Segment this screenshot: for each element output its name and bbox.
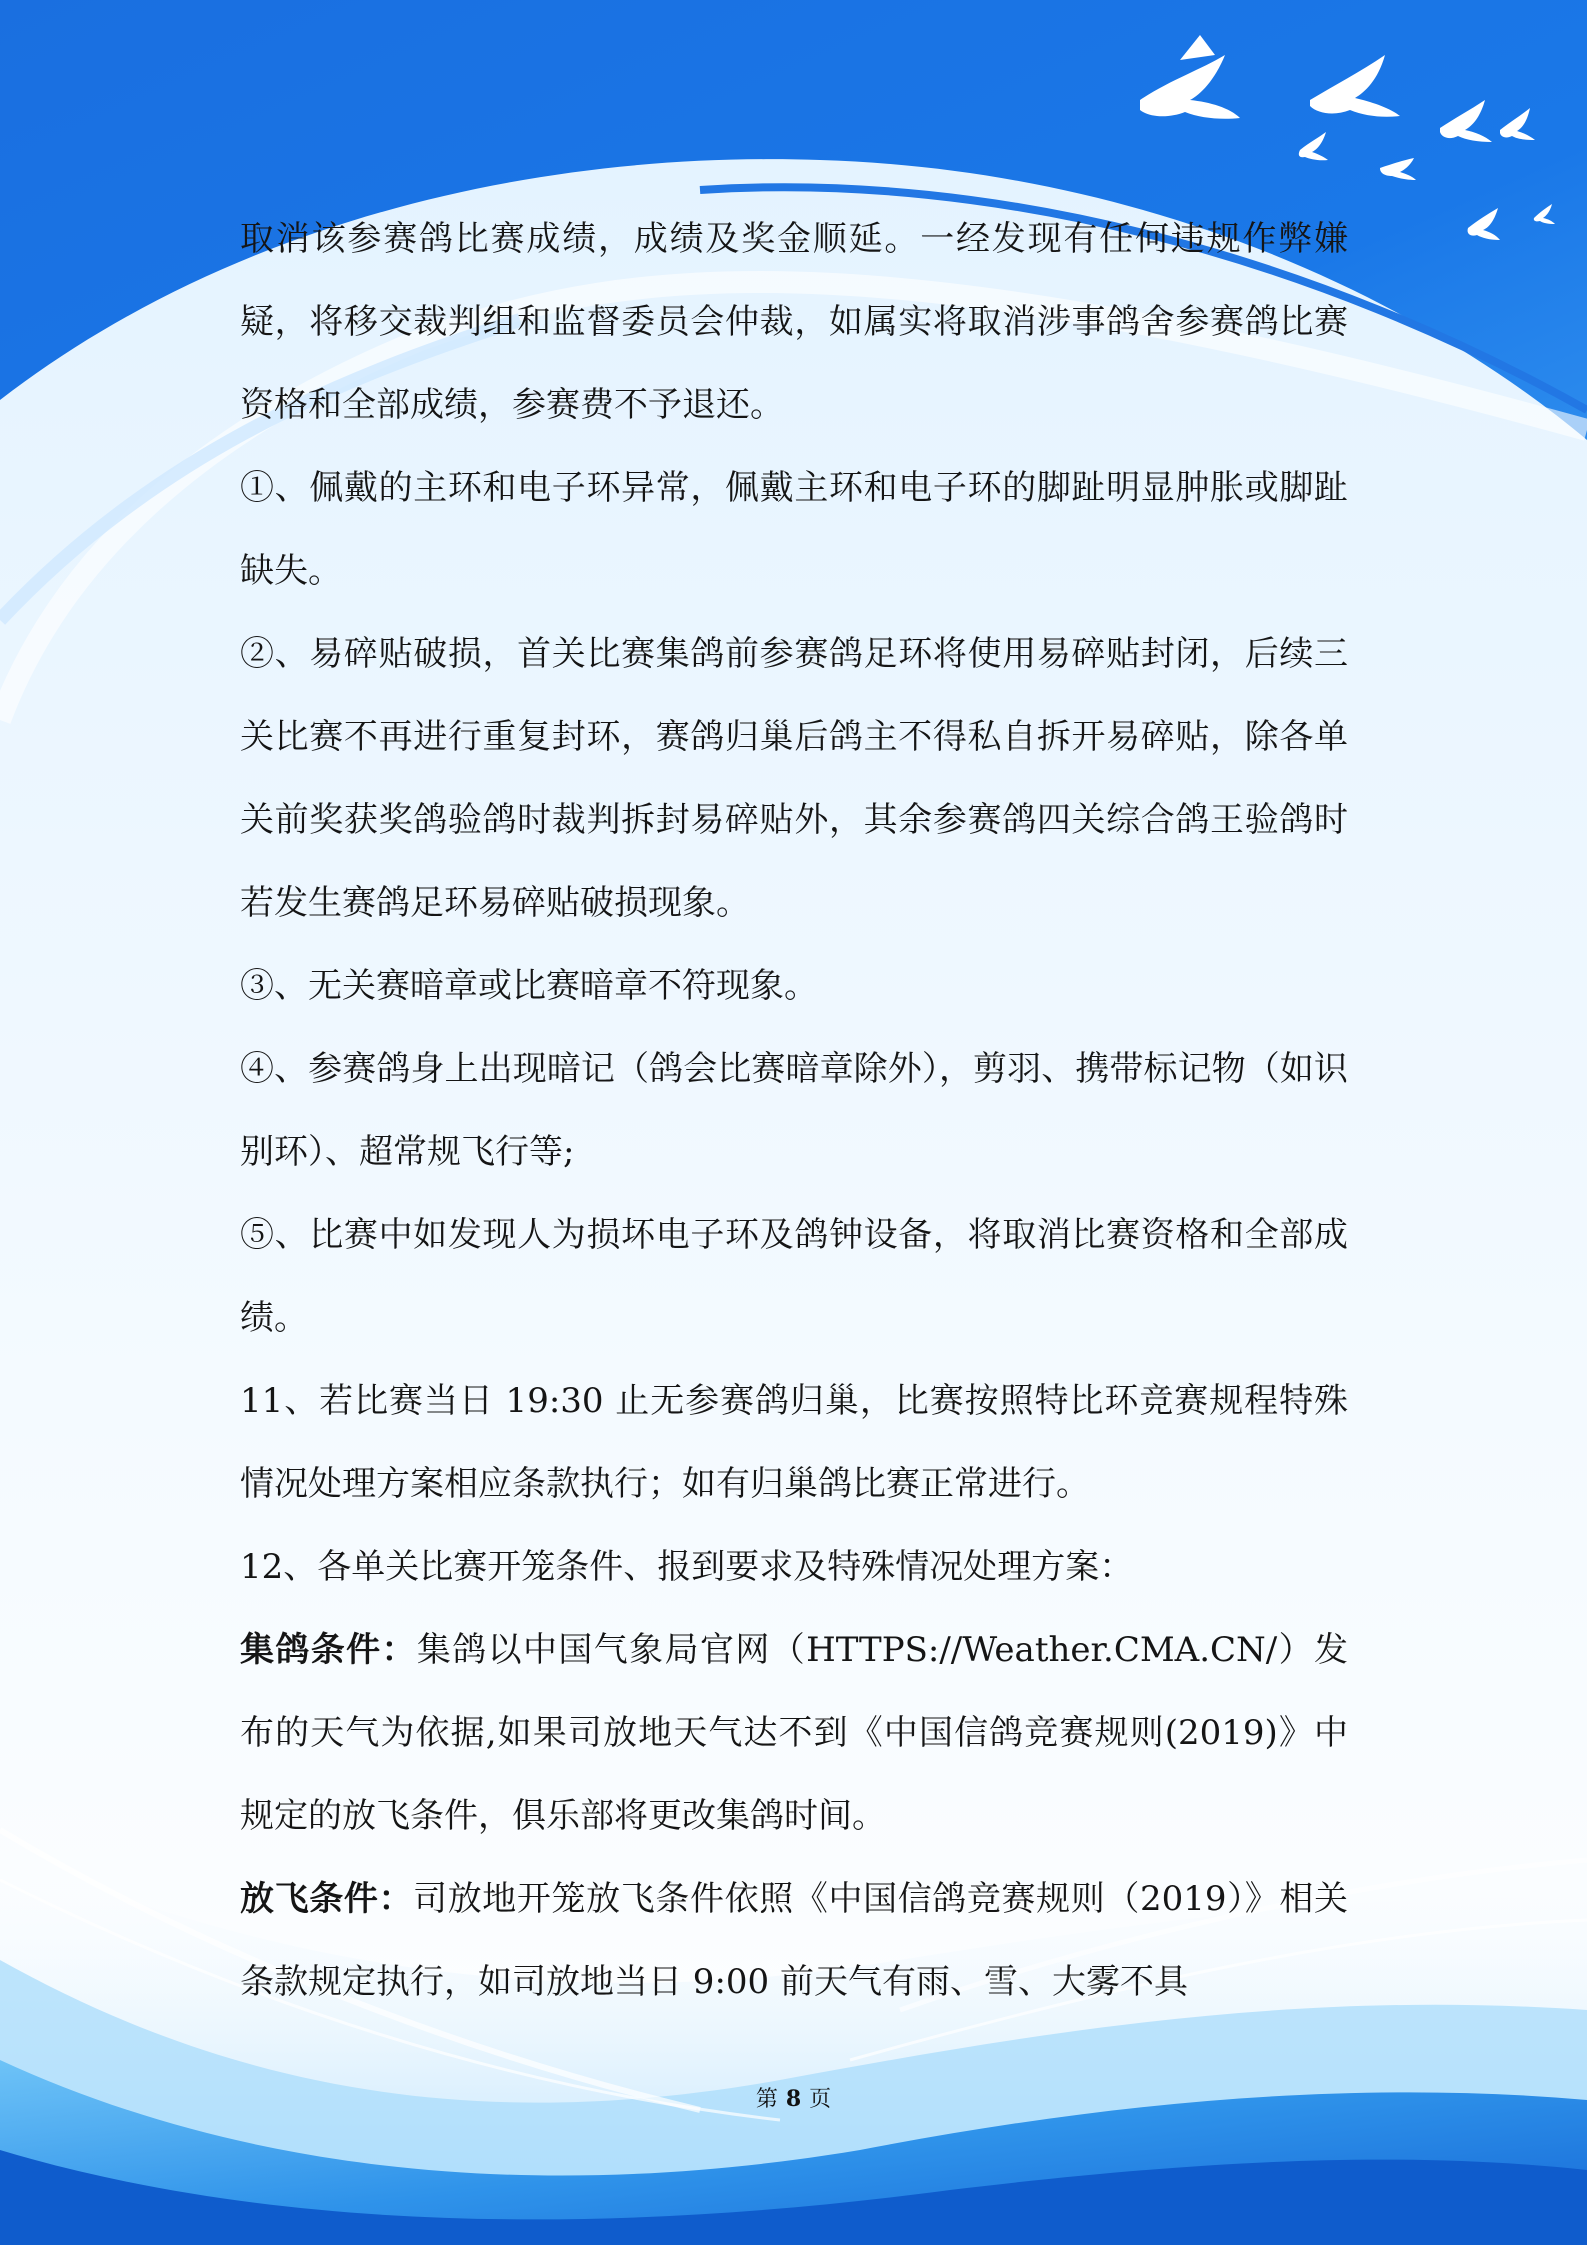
paragraph-label: 集鸽条件：	[240, 1630, 417, 1670]
paragraph-text: 集鸽以中国气象局官网（HTTPS://Weather.CMA.CN/）发布的天气为依据,如果司放地天气达不到《中国信鸽竞赛规则(2019)》中规定的放飞条件，俱乐部将更改集鸽时间。	[240, 1630, 1349, 1836]
paragraph	[240, 945, 1348, 1028]
paragraph	[240, 1858, 1348, 2024]
paragraph-label: 放飞条件：	[240, 1879, 414, 1919]
page-number: 8	[785, 2086, 802, 2112]
paragraph-text: 11、若比赛当日 19:30 止无参赛鸽归巢，比赛按照特比环竞赛规程特殊情况处理方案相应条款执行；如有归巢鸽比赛正常进行。	[240, 1381, 1348, 1504]
paragraph-text: ②、易碎贴破损，首关比赛集鸽前参赛鸽足环将使用易碎贴封闭，后续三关比赛不再进行重复封环，赛鸽归巢后鸽主不得私自拆开易碎贴，除各单关前奖获奖鸽验鸽时裁判拆封易碎贴外，其余参赛鸽四关综合鸽王验鸽时若发生赛鸽足环易碎贴破损现象。	[240, 634, 1348, 923]
paragraph	[240, 447, 1348, 613]
paragraph	[240, 1360, 1348, 1526]
paragraph-text: ③、无关赛暗章或比赛暗章不符现象。	[240, 966, 818, 1006]
page-footer	[0, 2082, 1587, 2113]
paragraph	[240, 613, 1348, 945]
paragraph-text: ①、佩戴的主环和电子环异常，佩戴主环和电子环的脚趾明显肿胀或脚趾缺失。	[240, 468, 1348, 591]
paragraph-text: ④、参赛鸽身上出现暗记（鸽会比赛暗章除外），剪羽、携带标记物（如识别环）、超常规飞行等;	[240, 1049, 1348, 1172]
paragraph	[240, 1028, 1348, 1194]
paragraph	[240, 1194, 1348, 1360]
paragraph-text: 取消该参赛鸽比赛成绩，成绩及奖金顺延。一经发现有任何违规作弊嫌疑，将移交裁判组和监督委员会仲裁，如属实将取消涉事鸽舍参赛鸽比赛资格和全部成绩，参赛费不予退还。	[240, 219, 1348, 425]
paragraph	[240, 1526, 1348, 1609]
footer-suffix: 页	[809, 2087, 832, 2112]
document-body	[240, 198, 1348, 2024]
footer-prefix: 第	[755, 2087, 778, 2112]
paragraph-text: 12、各单关比赛开笼条件、报到要求及特殊情况处理方案：	[240, 1547, 1134, 1587]
paragraph	[240, 1609, 1348, 1858]
paragraph-text: 司放地开笼放飞条件依照《中国信鸽竞赛规则（2019）》相关条款规定执行，如司放地当日 9:00 前天气有雨、雪、大雾不具	[240, 1879, 1348, 2002]
paragraph	[240, 198, 1348, 447]
paragraph-text: ⑤、比赛中如发现人为损坏电子环及鸽钟设备，将取消比赛资格和全部成绩。	[240, 1215, 1348, 1338]
